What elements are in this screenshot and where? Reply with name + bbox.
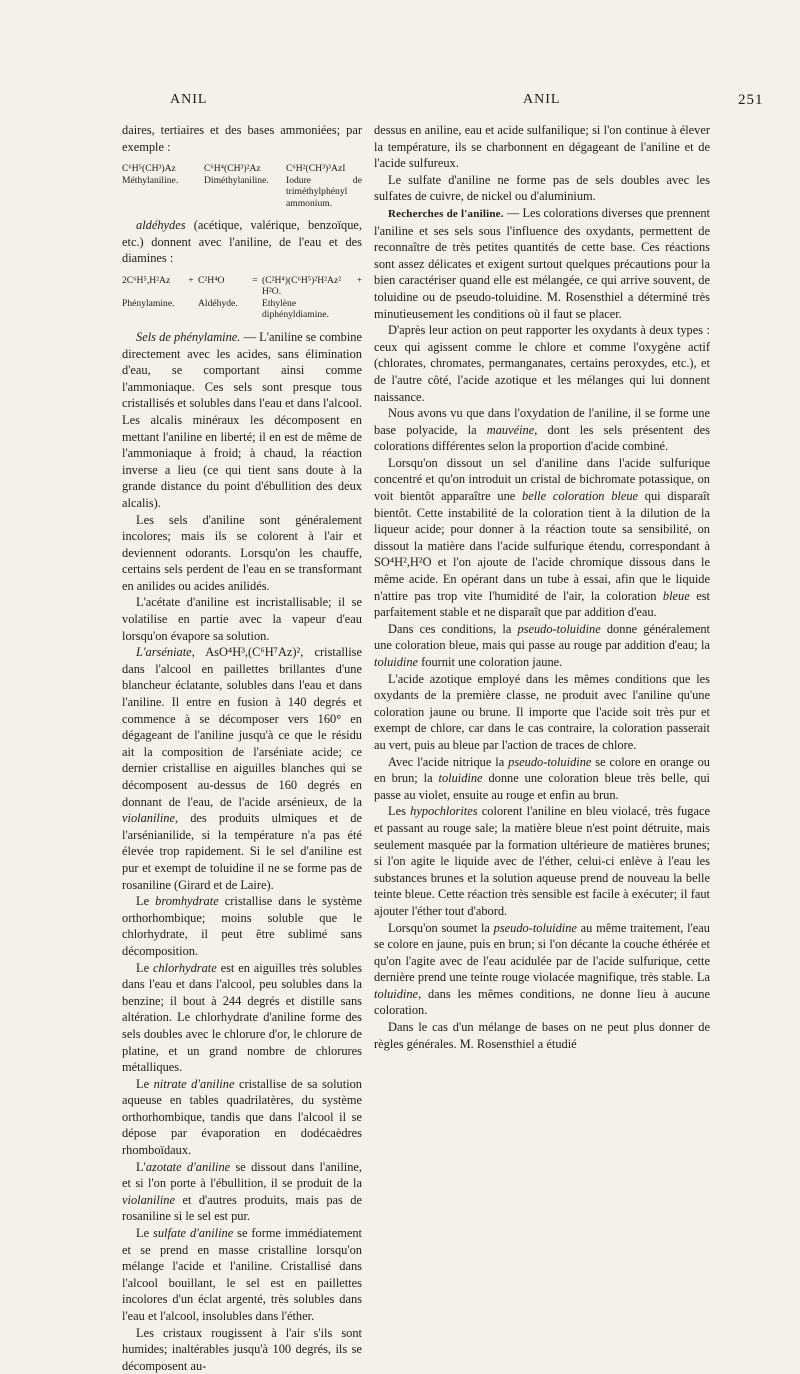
continuation-paragraph: dessus en aniline, eau et acide sulfanilique; si l'on continue à élever la température, ils se charbonnent en dégageant de l'aniline et de l'acide sulfureux.	[374, 123, 710, 171]
incolores-paragraph: Les sels d'aniline sont généralement incolores; mais ils se colorent à l'air et deviennent odorants. Lorsqu'on les chauffe, certains sels perdent de l'eau en se transformant en anilides ou acides anilidés.	[122, 512, 362, 593]
page-number: 251	[738, 92, 764, 108]
arseniate-paragraph: L'arséniate, AsO⁴H³,(C⁶H⁷Az)², cristallise dans l'alcool en paillettes brillantes d'une blancheur éclatante, solubles dans l'eau et dans l'aniline. Il entre en fusion à 140 degrés et commence à se décomposer vers 160° en dégageant de l'aniline jusqu'à ce que le résidu ait la composition de l'arséniate acide; ce dernier cristallise en aiguilles blanches qui se décomposent au-dessus de 160 degrés en donnant de l'eau, de l'acide arsénieux, de la violaniline, des produits ulmiques et de l'arsénianilide, si la température n'a pas été élevée trop rapidement. Si le sel d'aniline est pur et exempt de toluidine il ne se forme pas de rosaniline (Girard et de Laire).	[122, 645, 362, 892]
conditions-paragraph: Dans ces conditions, la pseudo-toluidine donne généralement une coloration bleue, mais qui passe au rouge par addition d'eau; la toluidine fournit une coloration jaune.	[374, 621, 710, 669]
right-column	[374, 122, 710, 1052]
section-heading: Recherches de l'aniline.	[388, 207, 504, 220]
running-head	[0, 92, 800, 112]
formula-iodure: C⁶H²(CH³)³AzI Iodure de triméthylphényl ammonium.	[286, 163, 362, 209]
recherches-paragraph: Recherches de l'aniline. — Les colorations diverses que prennent l'aniline et ses sels sous l'influence des oxydants, permettent de reconnaître de très petites quantités de cette base. Ces réactions sont assez délicates et exigent surtout quelques précautions pour la bien caractériser quand elle est mélangée, ce qui arrive souvent, de toluidine ou de pseudo-toluidine. M. Rosensthiel a déterminé très minutieusement les conditions où il faut se placer.	[374, 205, 710, 321]
soumet-paragraph: Lorsqu'on soumet la pseudo-toluidine au même traitement, l'eau se colore en jaune, puis en brun; si l'on décante la couche éthérée et qu'on l'agite avec de l'eau acidulée par de l'acide sulfurique, cette dernière prend une teinte rouge violacée magnifique, très stable. La toluidine, dans les mêmes conditions, ne donne lieu à aucune coloration.	[374, 920, 710, 1018]
azotique-paragraph: L'acide azotique employé dans les mêmes conditions que les oxydants de la première classe, ne produit avec l'aniline qu'une coloration jaune ou brune. Il importe que l'acide soit très pur et exempt de chlore, car dans le cas contraire, la coloration passerait au vert, puis au bleue par l'action de traces de chlore.	[374, 671, 710, 752]
acetate-paragraph: L'acétate d'aniline est incristallisable; il se volatilise en partie avec la vapeur d'eau lorsqu'on évapore sa solution.	[122, 595, 362, 643]
nitrate-paragraph: Le nitrate d'aniline cristallise de sa solution aqueuse en tables quadrilatères, du système orthorhombique, tandis que dans l'alcool il se dépose par évaporation en dodécaèdres rhomboïdaux.	[122, 1076, 362, 1158]
oxydants-paragraph: D'après leur action on peut rapporter les oxydants à deux types : ceux qui agissent comme le chlore et comme l'oxygène actif (chlorates, chromates, permanganates, certains peroxydes, etc.), et de l'autre côté, l'acide azotique et les mélanges qui lui donnent naissance.	[374, 323, 710, 404]
bromhydrate-paragraph: Le bromhydrate cristallise dans le système orthorhombique; moins soluble que le chlorhydrate, il peut être sublimé sans décomposition.	[122, 894, 362, 958]
mauveine-paragraph: Nous avons vu que dans l'oxydation de l'aniline, il se forme une base polyacide, la mauvéine, dont les sels présentent des colorations différentes selon la proportion d'acide combiné.	[374, 406, 711, 454]
formula-methylaniline: C⁶H⁵(CH³)Az Méthylaniline.	[122, 163, 179, 186]
amine-formulas	[122, 163, 362, 209]
cristaux-paragraph: Les cristaux rougissent à l'air s'ils sont humides; inaltérables jusqu'à 100 degrés, ils se décomposent au-	[122, 1325, 362, 1373]
right-running-title: ANIL	[523, 92, 561, 107]
chlorhydrate-paragraph: Le chlorhydrate est en aiguilles très solubles dans l'eau et dans l'alcool, peu solubles dans la benzine; il bout à 244 degrés et distille sans altération. Le chlorhydrate d'aniline forme des sels doubles avec le chlorure d'or, le chlorure de platine, et un grand nombre de chlorures métalliques.	[122, 960, 362, 1075]
intro-paragraph: daires, tertiaires et des bases ammoniées; par exemple :	[122, 123, 362, 154]
doubles-paragraph: Le sulfate d'aniline ne forme pas de sels doubles avec les sulfates de cuivre, de nickel ou d'aluminium.	[374, 172, 710, 204]
azotate-paragraph: L'azotate d'aniline se dissout dans l'aniline, et si l'on porte à l'ébullition, il se produit de la violaniline et d'autres produits, mais pas de rosaniline si le sel est pur.	[122, 1159, 363, 1224]
hypochlorites-paragraph: Les hypochlorites colorent l'aniline en bleu violacé, très fugace et passant au rouge sale; la matière bleue n'est point détruite, mais seulement masquée par la formation ultérieure de matières brunes; si l'on agite le liquide avec de l'éther, celui-ci enlève à l'eau les substances brunes et la solution aqueuse prend de nouveau la belle teinte bleue. Cette réaction très sensible est facile à exécuter; il faut ajouter l'éther tout d'abord.	[374, 804, 710, 918]
bichromate-paragraph: Lorsqu'on dissout un sel d'aniline dans l'acide sulfurique concentré et qu'on introduit un cristal de bichromate potassique, on voit bientôt apparaître une belle coloration bleue qui disparaît bientôt. Cette instabilité de la coloration tient à la dilution de la liqueur acide; pour donner à la réaction toute sa sensibilité, on dissout la matière dans l'acide sulfurique étendu, correspondant à SO⁴H²,H²O et l'on ajoute de l'acide chromique dissous dans le même acide. En opérant dans un tube à essai, afin que le liquide n'attire pas trop vite l'humidité de l'air, la coloration bleue est parfaitement stable et ne disparaît que par addition d'eau.	[374, 455, 710, 620]
left-column	[122, 122, 362, 1374]
nitrique-paragraph: Avec l'acide nitrique la pseudo-toluidine se colore en orange ou en brun; la toluidine donne une coloration bleue très belle, qui passe au violet, ensuite au rouge et enfin au brun.	[374, 754, 710, 802]
melange-paragraph: Dans le cas d'un mélange de bases on ne peut plus donner de règles générales. M. Rosensthiel a étudié	[374, 1020, 710, 1051]
left-running-title: ANIL	[170, 92, 208, 107]
aldehydes-paragraph: aldéhydes (acétique, valérique, benzoïque, etc.) donnent avec l'aniline, de l'eau et des diamines :	[122, 218, 362, 266]
formula-dimethylaniline: C⁶H⁴(CH³)²Az Diméthylaniline.	[204, 163, 269, 186]
aldehyde-reaction: 2C⁶H⁵,H²Az + C²H⁴O = (C²H⁴)(C⁶H⁵)²H²Az² + H²O. Phénylamine. Aldéhyde. Ethylène diphényldiamine.	[122, 274, 362, 321]
sulfate-paragraph: Le sulfate d'aniline se forme immédiatement et se prend en masse cristalline lorsqu'on mélange l'acide et l'aniline. Cristallisé dans l'alcool bouillant, le sel est en paillettes incolores d'un éclat argenté, très solubles dans l'eau et l'alcool, insolubles dans l'éther.	[122, 1226, 362, 1323]
sels-paragraph: Sels de phénylamine. — L'aniline se combine directement avec les acides, sans élimination d'eau, se comportant ainsi comme l'ammoniaque. Ces sels sont presque tous cristallisés et solubles dans l'eau et dans l'alcool. Les alcalis minéraux les décomposent en mettant l'aniline en liberté; il en est de même de l'ammoniaque à froid; à chaud, la réaction inverse a lieu (ce qui tient sans doute à la grande distance du point d'ébullition des deux alcalis).	[122, 329, 362, 510]
